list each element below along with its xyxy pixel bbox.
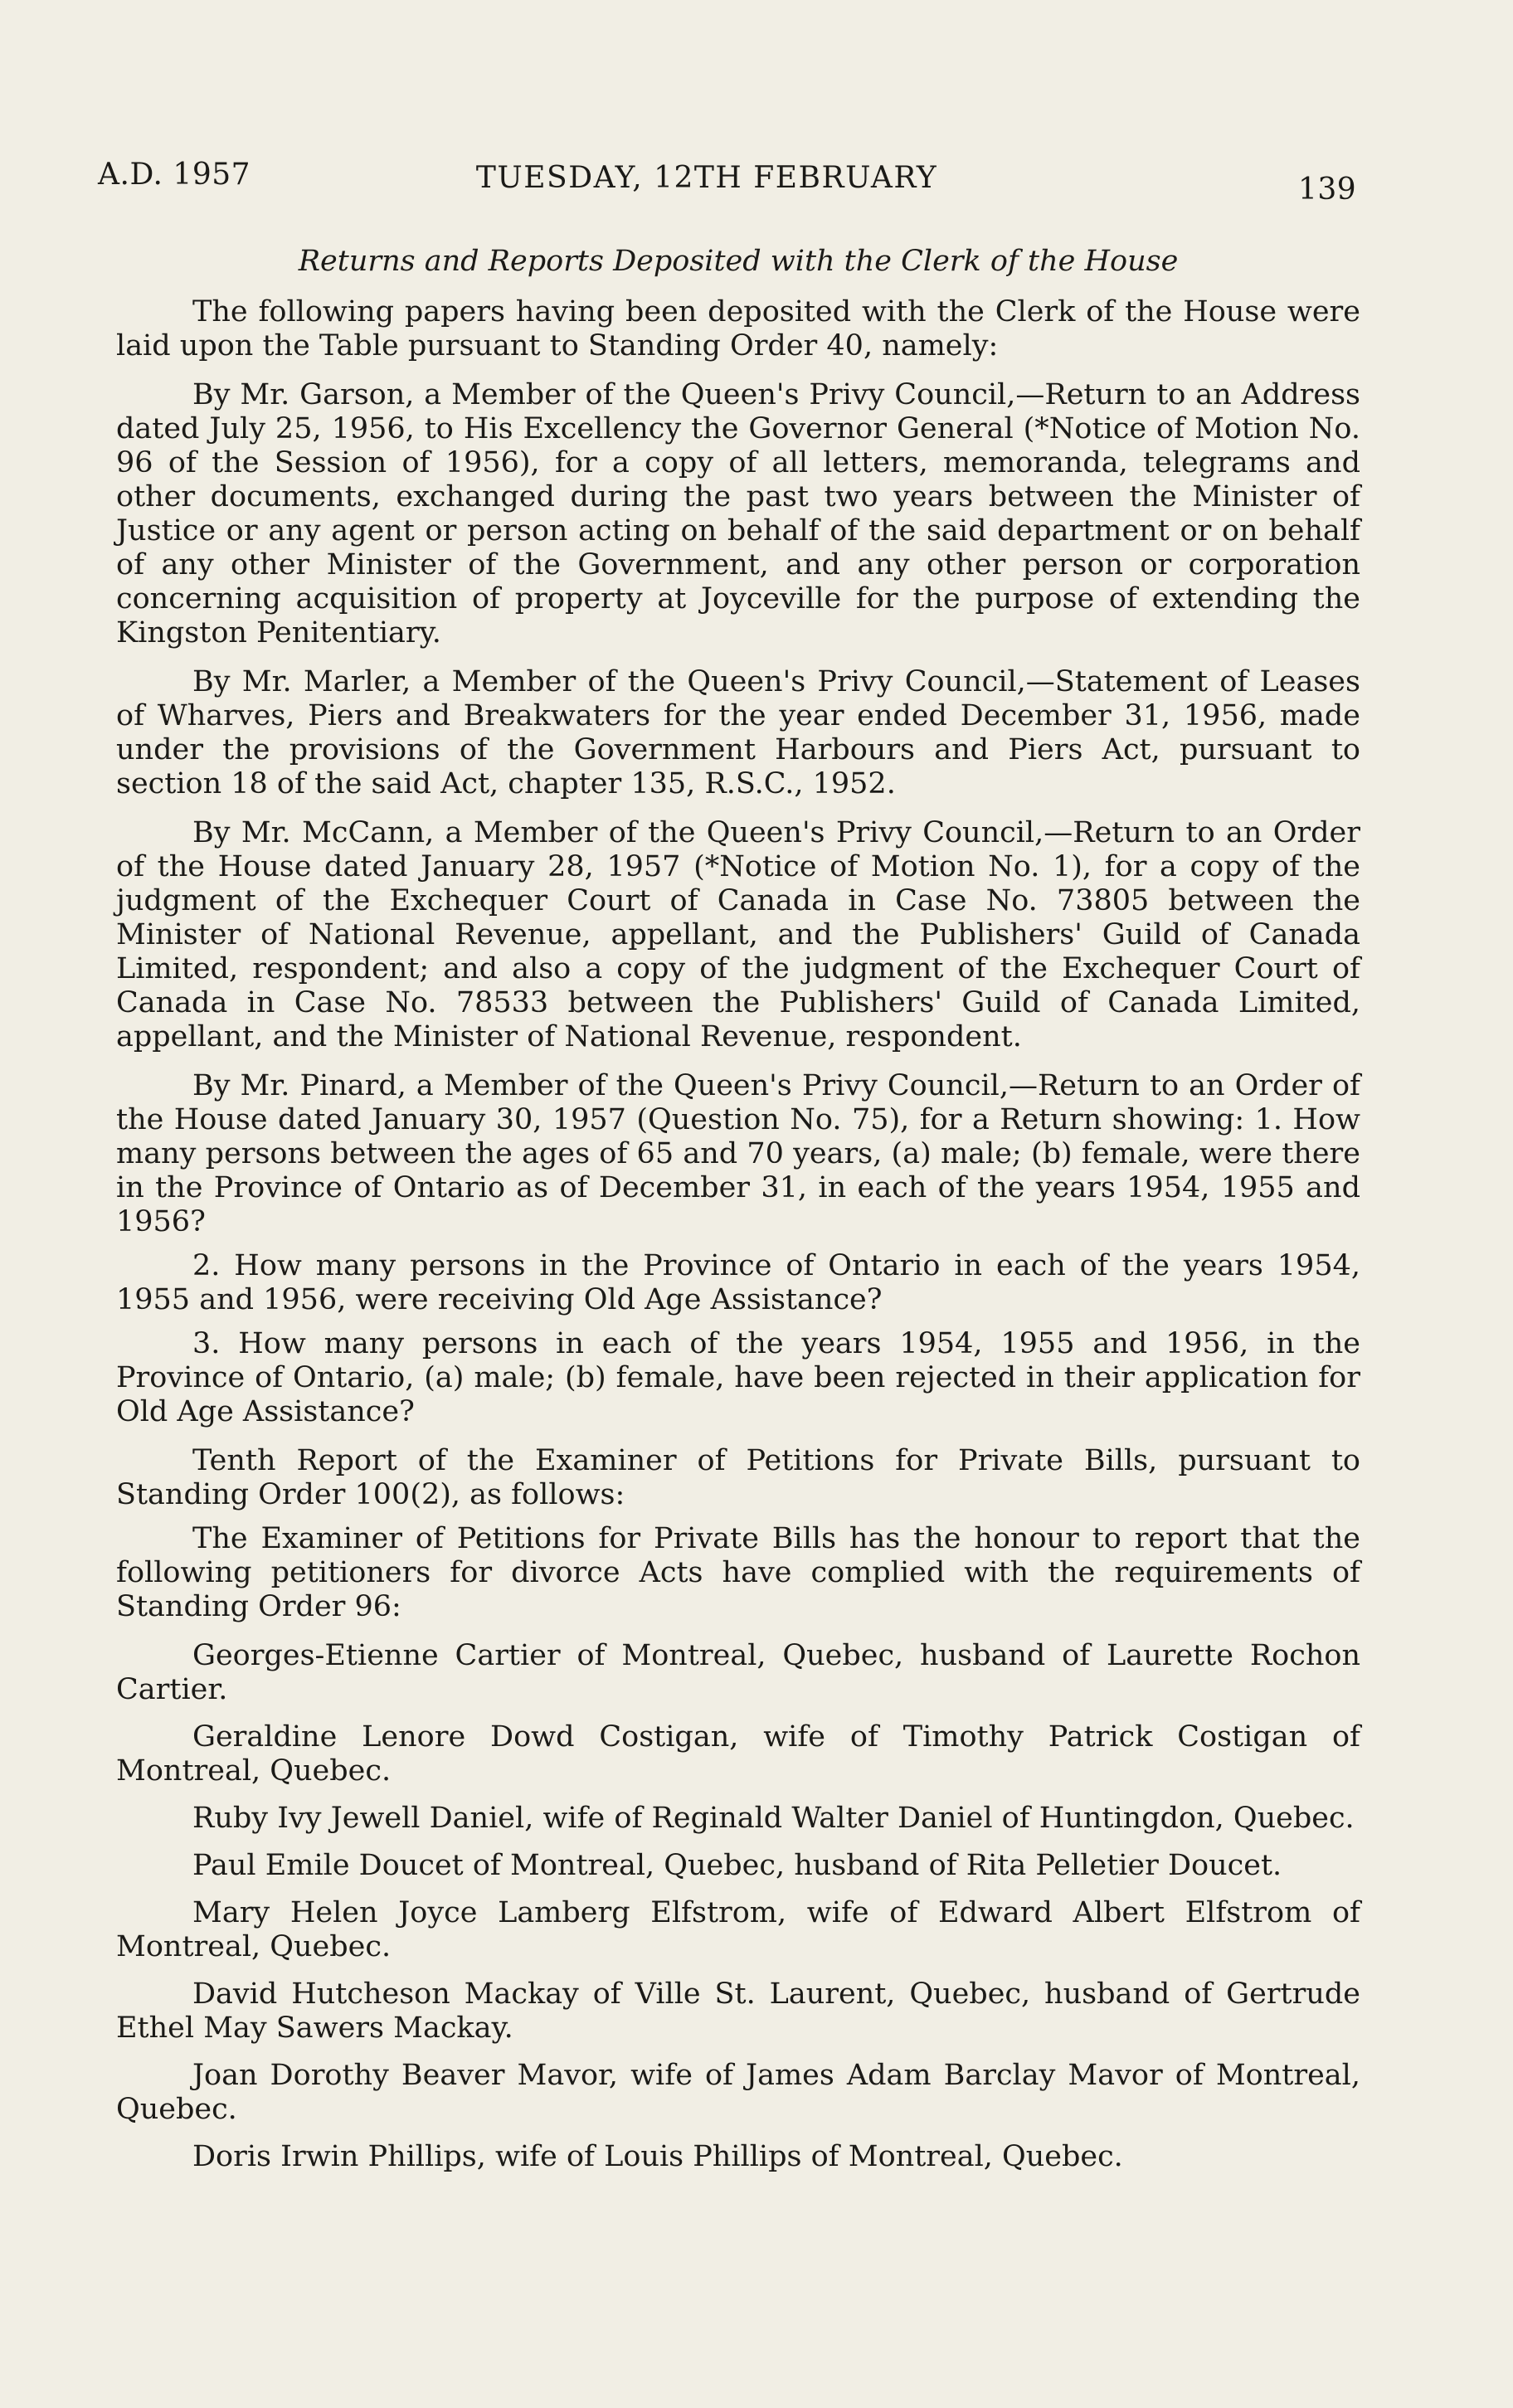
paragraph-marler-statement: By Mr. Marler, a Member of the Queen's Privy Council,—Statement of Leases of Wharves, Piers and Breakwaters for the year ended December 31, 1956, made under the provisions of the Government Harbours and Piers Act, pursuant to section 18 of the said Act, chapter 135, R.S.C., 1952. [116, 665, 1360, 800]
header-date: TUESDAY, 12TH FEBRUARY [475, 161, 938, 195]
petitioner-entry: Joan Dorothy Beaver Mavor, wife of James Adam Barclay Mavor of Montreal, Quebec. [116, 2059, 1360, 2126]
page-number: 139 [1298, 173, 1357, 207]
petitioner-list [116, 1639, 1360, 2174]
petitioner-entry: Mary Helen Joyce Lamberg Elfstrom, wife of Edward Albert Elfstrom of Montreal, Quebec. [116, 1896, 1360, 1963]
paragraph-intro: The following papers having been deposited with the Clerk of the House were laid upon the Table pursuant to Standing Order 40, namely: [116, 295, 1360, 362]
paragraph-question-2: 2. How many persons in the Province of Ontario in each of the years 1954, 1955 and 1956, were receiving Old Age Assistance? [116, 1249, 1360, 1316]
paragraph-mccann-return: By Mr. McCann, a Member of the Queen's Privy Council,—Return to an Order of the House dated January 28, 1957 (*Notice of Motion No. 1), for a copy of the judgment of the Exchequer Court of Canada in Case No. 73805 between the Minister of National Revenue, appellant, and the Publishers' Guild of Canada Limited, respondent; and also a copy of the judgment of the Exchequer Court of Canada in Case No. 78533 between the Publishers' Guild of Canada Limited, appellant, and the Minister of National Revenue, respondent. [116, 816, 1360, 1053]
section-title: Returns and Reports Deposited with the Clerk of the House [298, 245, 1179, 278]
petitioner-entry: Geraldine Lenore Dowd Costigan, wife of Timothy Patrick Costigan of Montreal, Quebec. [116, 1720, 1360, 1788]
paragraph-pinard-return: By Mr. Pinard, a Member of the Queen's Privy Council,—Return to an Order of the House dated January 30, 1957 (Question No. 75), for a Return showing: 1. How many persons between the ages of 65 and 70 years, (a) male; (b) female, were there in the Province of Ontario as of December 31, in each of the years 1954, 1955 and 1956? [116, 1069, 1360, 1238]
paragraph-question-3: 3. How many persons in each of the years 1954, 1955 and 1956, in the Province of Ontario, (a) male; (b) female, have been rejected in their application for Old Age Assistance? [116, 1327, 1360, 1428]
running-head [0, 158, 1513, 207]
paragraph-tenth-report: Tenth Report of the Examiner of Petitions for Private Bills, pursuant to Standing Order 100(2), as follows: [116, 1444, 1360, 1511]
petitioner-entry: Ruby Ivy Jewell Daniel, wife of Reginald Walter Daniel of Huntingdon, Quebec. [192, 1802, 1355, 1835]
paragraph-examiner: The Examiner of Petitions for Private Bills has the honour to report that the following petitioners for divorce Acts have complied with the requirements of Standing Order 96: [116, 1522, 1360, 1623]
petitioner-entry: David Hutcheson Mackay of Ville St. Laurent, Quebec, husband of Gertrude Ethel May Sawers Mackay. [116, 1977, 1360, 2045]
petitioner-entry: Paul Emile Doucet of Montreal, Quebec, husband of Rita Pelletier Doucet. [192, 1849, 1282, 1882]
page-body [116, 245, 1360, 2187]
paragraph-garson-return: By Mr. Garson, a Member of the Queen's Privy Council,—Return to an Address dated July 25, 1956, to His Excellency the Governor General (*Notice of Motion No. 96 of the Session of 1956), for a copy of all letters, memoranda, telegrams and other documents, exchanged during the past two years between the Minister of Justice or any agent or person acting on behalf of the said department or on behalf of any other Minister of the Government, and any other person or corporation concerning acquisition of property at Joyceville for the purpose of extending the Kingston Penitentiary. [116, 378, 1360, 649]
header-year: A.D. 1957 [98, 158, 251, 192]
petitioner-entry: Doris Irwin Phillips, wife of Louis Phillips of Montreal, Quebec. [192, 2140, 1123, 2173]
petitioner-entry: Georges-Etienne Cartier of Montreal, Quebec, husband of Laurette Rochon Cartier. [116, 1639, 1360, 1706]
